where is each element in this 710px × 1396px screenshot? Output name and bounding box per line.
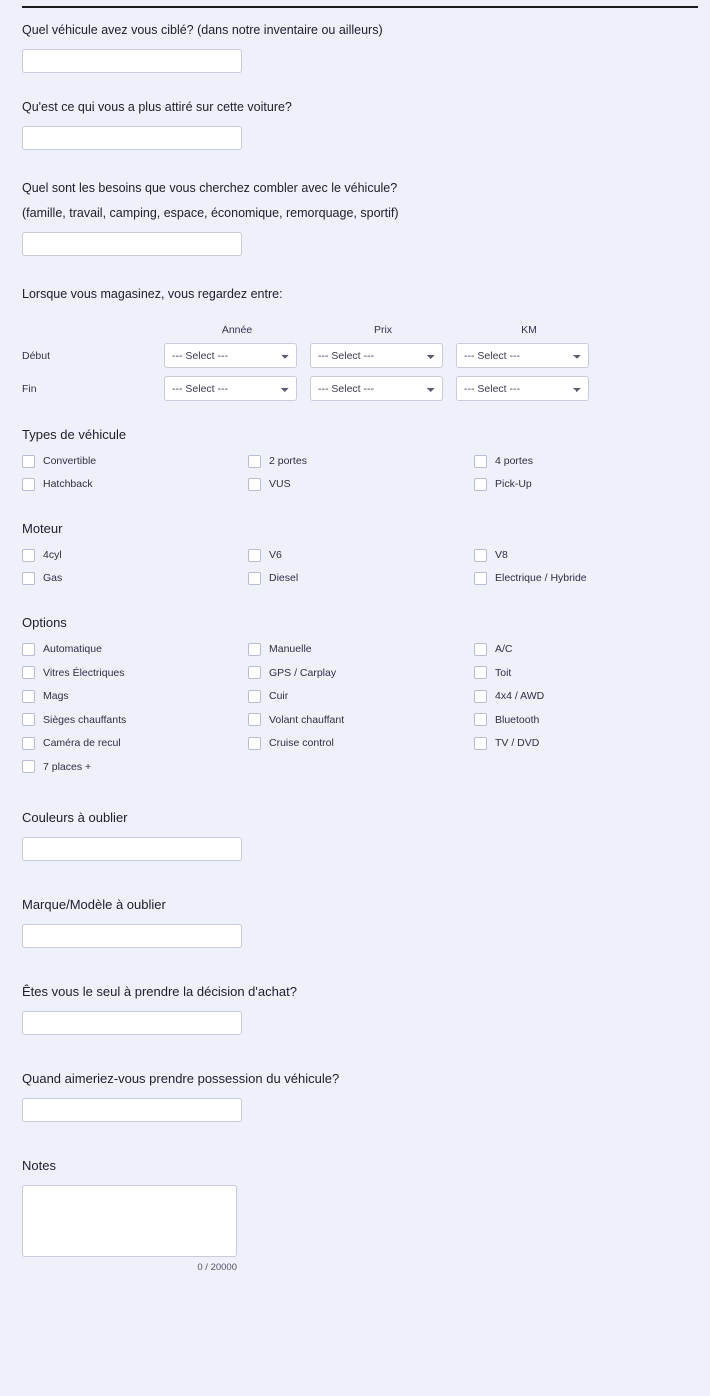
- checkbox-pick-up[interactable]: [474, 477, 688, 491]
- range-column-km: KM: [521, 324, 537, 336]
- checkbox-label: Manuelle: [269, 643, 312, 655]
- question-decision-achat: [0, 982, 710, 1035]
- checkbox-diesel[interactable]: [248, 571, 474, 585]
- decision-achat-input[interactable]: [22, 1011, 242, 1035]
- checkbox-label: Diesel: [269, 572, 299, 584]
- checkbox-box[interactable]: [22, 737, 35, 750]
- checkbox-box[interactable]: [248, 643, 261, 656]
- checkbox-label: Volant chauffant: [269, 713, 345, 726]
- checkbox-box[interactable]: [474, 666, 487, 679]
- checkbox-label: Cuir: [269, 690, 289, 702]
- select-annee-fin[interactable]: [164, 376, 297, 401]
- checkbox-v8[interactable]: [474, 548, 688, 562]
- checkbox-label: 7 places +: [43, 760, 92, 773]
- attrait-input[interactable]: [22, 126, 242, 150]
- checkbox-volant-chauffant[interactable]: [248, 713, 474, 727]
- group-moteur: [0, 521, 710, 585]
- select-km-fin[interactable]: [456, 376, 589, 401]
- question-possession-vehicule: [0, 1069, 710, 1122]
- range-cell: [456, 376, 602, 401]
- checkbox-box[interactable]: [474, 549, 487, 562]
- checkbox-label: Hatchback: [43, 478, 93, 490]
- checkbox-box[interactable]: [248, 737, 261, 750]
- checkbox-label: Bluetooth: [495, 713, 540, 726]
- couleurs-a-oublier-input[interactable]: [22, 837, 242, 861]
- form-content: [0, 20, 710, 1291]
- checkbox-vus[interactable]: [248, 477, 474, 491]
- checkbox-box[interactable]: [22, 760, 35, 773]
- checkbox-tv-dvd[interactable]: [474, 736, 688, 750]
- checkbox-box[interactable]: [474, 713, 487, 726]
- question-label: Êtes vous le seul à prendre la décision d'achat?: [22, 983, 297, 999]
- range-column-prix: Prix: [373, 324, 393, 336]
- range-cell: [164, 343, 310, 368]
- checkbox-box[interactable]: [248, 549, 261, 562]
- checkbox-label: Mags: [43, 690, 69, 702]
- checkbox-cuir[interactable]: [248, 689, 474, 703]
- question-vehicule-cible: [0, 20, 710, 73]
- question-attrait: [0, 97, 710, 150]
- checkbox-label: TV / DVD: [495, 737, 540, 749]
- checkbox-ac[interactable]: [474, 642, 688, 656]
- checkbox-4-portes[interactable]: [474, 454, 688, 468]
- question-label: Qu'est ce qui vous a plus attiré sur cette voiture?: [22, 100, 292, 114]
- range-column-annee: Année: [221, 324, 253, 336]
- checkbox-manuelle[interactable]: [248, 642, 474, 656]
- group-title: Types de véhicule: [22, 427, 127, 442]
- question-couleurs-a-oublier: [0, 808, 710, 861]
- select-annee-debut[interactable]: [164, 343, 297, 368]
- checkbox-box[interactable]: [474, 455, 487, 468]
- question-label: Marque/Modèle à oublier: [22, 896, 166, 912]
- checkbox-label: Convertible: [43, 455, 97, 467]
- checkbox-label: Caméra de recul: [43, 737, 121, 749]
- question-sublabel: (famille, travail, camping, espace, économique, remorquage, sportif): [22, 206, 399, 220]
- checkbox-box[interactable]: [22, 666, 35, 679]
- checkbox-label: Toit: [495, 666, 512, 679]
- checkbox-label: 4 portes: [495, 455, 533, 467]
- checkbox-mags[interactable]: [22, 689, 248, 703]
- checkbox-hatchback[interactable]: [22, 477, 248, 491]
- checkbox-box[interactable]: [248, 455, 261, 468]
- checkbox-box[interactable]: [22, 478, 35, 491]
- range-row-label: Début: [22, 349, 51, 362]
- checkbox-label: GPS / Carplay: [269, 666, 337, 679]
- range-cell: [310, 376, 456, 401]
- checkbox-grid: [22, 642, 688, 774]
- checkbox-label: 4x4 / AWD: [495, 690, 545, 702]
- question-label: Quel sont les besoins que vous cherchez combler avec le véhicule?: [22, 181, 398, 195]
- checkbox-camera-de-recul[interactable]: [22, 736, 248, 750]
- range-row-label: Fin: [22, 382, 37, 395]
- vehicule-cible-input[interactable]: [22, 49, 242, 73]
- checkbox-label: Pick-Up: [495, 478, 532, 490]
- question-label: Couleurs à oublier: [22, 809, 128, 825]
- select-prix-fin[interactable]: [310, 376, 443, 401]
- checkbox-label: VUS: [269, 478, 291, 490]
- checkbox-gas[interactable]: [22, 571, 248, 585]
- checkbox-box[interactable]: [22, 713, 35, 726]
- checkbox-label: Electrique / Hybride: [495, 572, 587, 584]
- range-section: [0, 284, 710, 401]
- checkbox-label: 2 portes: [269, 455, 307, 467]
- checkbox-vitres-electriques[interactable]: [22, 666, 248, 680]
- checkbox-toit[interactable]: [474, 666, 688, 680]
- checkbox-cruise-control[interactable]: [248, 736, 474, 750]
- checkbox-label: A/C: [495, 643, 513, 655]
- checkbox-4cyl[interactable]: [22, 548, 248, 562]
- question-label: Quand aimeriez-vous prendre possession du véhicule?: [22, 1070, 340, 1086]
- checkbox-box[interactable]: [248, 478, 261, 491]
- select-prix-debut[interactable]: [310, 343, 443, 368]
- checkbox-4x4-awd[interactable]: [474, 689, 688, 703]
- checkbox-box[interactable]: [474, 643, 487, 656]
- range-header-row: [22, 324, 688, 339]
- checkbox-grid: [22, 454, 688, 491]
- range-cell: [456, 343, 602, 368]
- question-label: Quel véhicule avez vous ciblé? (dans notre inventaire ou ailleurs): [22, 23, 383, 37]
- question-marque-modele-a-oublier: [0, 895, 710, 948]
- range-row-fin: [22, 376, 688, 401]
- checkbox-box[interactable]: [248, 666, 261, 679]
- checkbox-7-places-plus[interactable]: [22, 760, 248, 774]
- checkbox-bluetooth[interactable]: [474, 713, 688, 727]
- range-cell: [310, 343, 456, 368]
- checkbox-box[interactable]: [474, 737, 487, 750]
- notes-label: Notes: [22, 1157, 56, 1173]
- checkbox-grid: [22, 548, 688, 585]
- possession-vehicule-input[interactable]: [22, 1098, 242, 1122]
- checkbox-box[interactable]: [474, 690, 487, 703]
- checkbox-v6[interactable]: [248, 548, 474, 562]
- notes-textarea[interactable]: [22, 1185, 237, 1257]
- checkbox-label: V8: [495, 549, 508, 561]
- besoins-input[interactable]: [22, 232, 242, 256]
- notes-section: [0, 1156, 710, 1273]
- checkbox-gps-carplay[interactable]: [248, 666, 474, 680]
- checkbox-box[interactable]: [22, 643, 35, 656]
- checkbox-electrique-hybride[interactable]: [474, 571, 688, 585]
- checkbox-automatique[interactable]: [22, 642, 248, 656]
- checkbox-label: Sièges chauffants: [43, 713, 127, 726]
- marque-modele-a-oublier-input[interactable]: [22, 924, 242, 948]
- range-title: Lorsque vous magasinez, vous regardez entre:: [22, 287, 283, 301]
- checkbox-box[interactable]: [22, 455, 35, 468]
- checkbox-label: Gas: [43, 572, 63, 584]
- question-besoins: [0, 178, 710, 256]
- group-title: Options: [22, 615, 67, 630]
- checkbox-convertible[interactable]: [22, 454, 248, 468]
- group-title: Moteur: [22, 521, 63, 536]
- checkbox-box[interactable]: [248, 713, 261, 726]
- checkbox-box[interactable]: [474, 478, 487, 491]
- checkbox-box[interactable]: [248, 572, 261, 585]
- select-km-debut[interactable]: [456, 343, 589, 368]
- checkbox-label: Automatique: [43, 643, 102, 655]
- range-cell: [164, 376, 310, 401]
- checkbox-box[interactable]: [474, 572, 487, 585]
- checkbox-label: Cruise control: [269, 737, 334, 749]
- checkbox-label: Vitres Électriques: [43, 666, 125, 679]
- group-types-vehicule: [0, 427, 710, 491]
- top-divider: [22, 6, 698, 8]
- checkbox-box[interactable]: [22, 549, 35, 562]
- checkbox-2-portes[interactable]: [248, 454, 474, 468]
- checkbox-label: V6: [269, 549, 282, 561]
- group-options: [0, 615, 710, 774]
- checkbox-box[interactable]: [248, 690, 261, 703]
- checkbox-label: 4cyl: [43, 549, 62, 561]
- notes-character-counter: 0 / 20000: [197, 1261, 237, 1273]
- checkbox-box[interactable]: [22, 572, 35, 585]
- checkbox-box[interactable]: [22, 690, 35, 703]
- checkbox-sieges-chauffants[interactable]: [22, 713, 248, 727]
- range-row-debut: [22, 343, 688, 368]
